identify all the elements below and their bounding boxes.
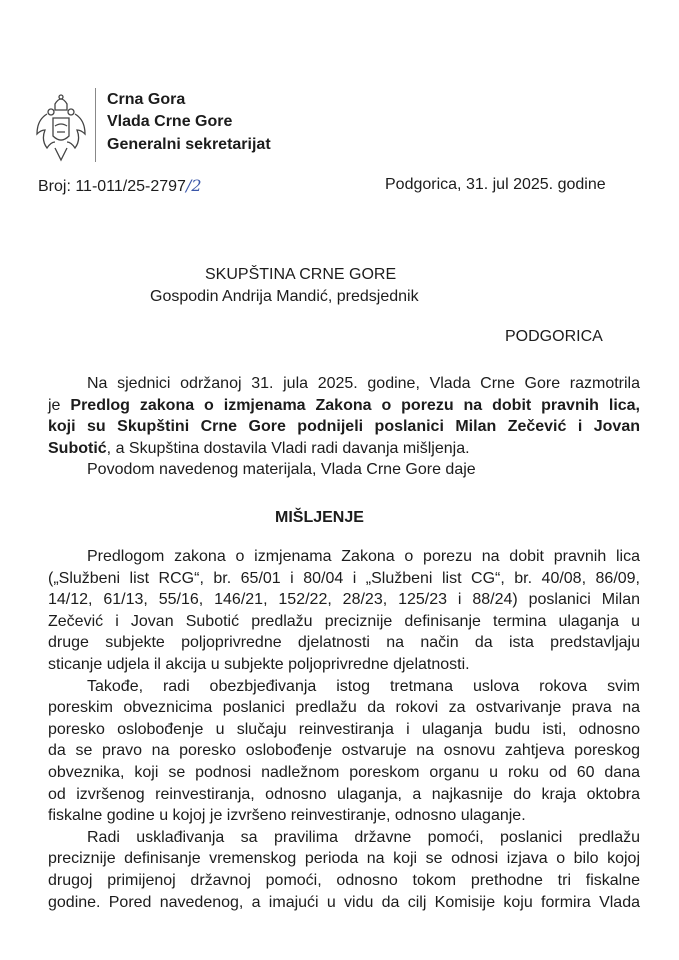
reference-number-text: Broj: 11-011/25-2797 bbox=[38, 178, 186, 195]
intro-line: je Predlog zakona o izmjenama Zakona o porezu na dobit pravnih lica, bbox=[48, 396, 640, 414]
body-line: poreskim obveznicima poslanici predlažu da rokovi za ostvarivanje prava na bbox=[48, 699, 640, 717]
intro-line: koji su Skupštini Crne Gore podnijeli poslanici Milan Zečević i Jovan bbox=[48, 418, 640, 436]
body-line: fiskalne godine u kojoj je izvršeno reinvestiranje, odnosno ulaganje. bbox=[48, 807, 526, 825]
reference-number bbox=[38, 176, 202, 196]
header-government: Vlada Crne Gore bbox=[107, 113, 233, 130]
body-line: poresko oslobođenje u slučaju reinvestiranja i ulaganja budu isti, odnosno bbox=[48, 720, 640, 738]
body-line: Zečević i Jovan Subotić predlažu preciznije definisanje termina ulaganja u bbox=[48, 612, 640, 630]
body-line: Radi usklađivanja sa pravilima državne pomoći, poslanici predlažu bbox=[87, 828, 640, 846]
body-line: sticanje udjela il akcija u subjekte poljoprivredne djelatnosti. bbox=[48, 656, 470, 673]
intro-line: Na sjednici održanoj 31. jula 2025. godine, Vlada Crne Gore razmotrila bbox=[87, 375, 640, 392]
header-divider bbox=[95, 88, 96, 162]
coat-of-arms-icon bbox=[33, 92, 89, 164]
body-line: druge subjekte poljoprivredne djelatnosti na način da ista predstavljaju bbox=[48, 634, 640, 652]
body-line: Takođe, radi obezbjeđivanja istog tretmana uslova rokova svim bbox=[87, 677, 640, 695]
intro-line: Povodom navedenog materijala, Vlada Crne Gore daje bbox=[87, 461, 476, 479]
body-line: 14/12, 61/13, 55/16, 146/21, 152/22, 28/23, 125/23 i 88/24) poslanici Milan bbox=[48, 591, 640, 609]
body-line: od izvršenog reinvestiranja, odnosno ulaganja, a najkasnije do kraja oktobra bbox=[48, 785, 640, 803]
document-heading: MIŠLJENJE bbox=[275, 509, 364, 526]
body-line: godine. Pored navedenog, a imajući u vidu da cilj Komisije koju formira Vlada bbox=[48, 893, 640, 911]
body-line: da se pravo na poresko oslobođenje ostvaruje na osnovu zahtjeva poreskog bbox=[48, 742, 640, 760]
body-line: Predlogom zakona o izmjenama Zakona o porezu na dobit pravnih lica bbox=[87, 548, 640, 565]
intro-line: Subotić, a Skupština dostavila Vladi radi davanja mišljenja. bbox=[48, 439, 470, 457]
body-line: obveznika, koji se podnosi nadležnom poreskom organu u roku od 60 dana bbox=[48, 764, 640, 781]
body-line: drugoj primijenoj državnoj pomoći, odnosno tokom prethodne tri fiskalne bbox=[48, 872, 640, 889]
body-line: („Službeni list RCG“, br. 65/01 i 80/04 i „Službeni list CG“, br. 40/08, 86/09, bbox=[48, 569, 640, 587]
header-country: Crna Gora bbox=[107, 91, 186, 108]
recipient-city: PODGORICA bbox=[505, 328, 603, 345]
recipient-institution: SKUPŠTINA CRNE GORE bbox=[205, 266, 397, 283]
date-place: Podgorica, 31. jul 2025. godine bbox=[385, 176, 606, 193]
recipient-person: Gospodin Andrija Mandić, predsjednik bbox=[150, 288, 419, 305]
handwritten-suffix: /2 bbox=[185, 176, 202, 195]
body-line: preciznije definisanje vremenskog perioda na koji se odnosi izjava o bilo kojoj bbox=[48, 850, 640, 868]
header-department: Generalni sekretarijat bbox=[107, 136, 271, 153]
